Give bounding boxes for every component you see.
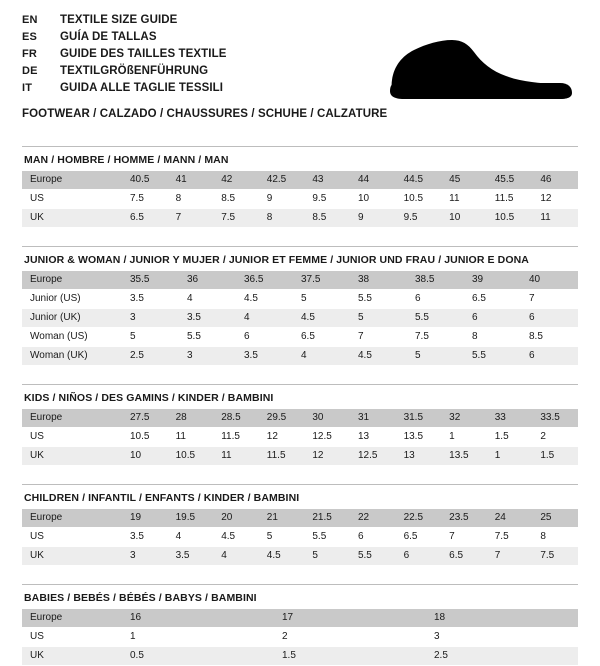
size-section xyxy=(22,146,578,228)
size-cell: 7 xyxy=(487,547,533,566)
row-label: Junior (UK) xyxy=(22,309,122,328)
size-cell: 32 xyxy=(441,409,487,428)
section-divider xyxy=(22,584,578,585)
size-section xyxy=(22,484,578,566)
table-row xyxy=(22,171,578,190)
size-cell: 29.5 xyxy=(259,409,305,428)
size-cell: 2 xyxy=(532,428,578,447)
size-cell: 6.5 xyxy=(122,209,168,228)
size-cell: 6 xyxy=(521,309,578,328)
size-cell: 8 xyxy=(168,190,214,209)
size-table xyxy=(22,171,578,228)
size-cell: 3.5 xyxy=(122,290,179,309)
language-row xyxy=(22,31,578,48)
size-cell: 10 xyxy=(441,209,487,228)
language-code: DE xyxy=(22,65,38,77)
size-cell: 22 xyxy=(350,509,396,528)
size-cell: 11.5 xyxy=(259,447,305,466)
size-cell: 23.5 xyxy=(441,509,487,528)
size-cell: 8 xyxy=(532,528,578,547)
size-cell: 10.5 xyxy=(122,428,168,447)
section-divider xyxy=(22,484,578,485)
size-cell: 4.5 xyxy=(236,290,293,309)
size-cell: 12 xyxy=(259,428,305,447)
size-cell: 12.5 xyxy=(350,447,396,466)
table-row xyxy=(22,328,578,347)
size-cell: 12.5 xyxy=(304,428,350,447)
size-cell: 41 xyxy=(168,171,214,190)
size-cell: 33 xyxy=(487,409,533,428)
size-cell: 4 xyxy=(293,347,350,366)
row-label: US xyxy=(22,628,122,647)
size-cell: 7 xyxy=(521,290,578,309)
size-cell: 6.5 xyxy=(464,290,521,309)
size-cell: 10 xyxy=(350,190,396,209)
table-row xyxy=(22,271,578,290)
size-cell: 24 xyxy=(487,509,533,528)
size-cell: 2.5 xyxy=(426,647,578,666)
size-cell: 12 xyxy=(532,190,578,209)
size-cell: 6 xyxy=(407,290,464,309)
size-cell: 1 xyxy=(487,447,533,466)
size-cell: 5.5 xyxy=(304,528,350,547)
size-cell: 43 xyxy=(304,171,350,190)
table-row xyxy=(22,209,578,228)
language-title: GUÍA DE TALLAS xyxy=(60,31,157,43)
size-cell: 31 xyxy=(350,409,396,428)
document-header xyxy=(22,14,578,120)
size-cell: 1 xyxy=(122,628,274,647)
size-cell: 16 xyxy=(122,609,274,628)
row-label: Europe xyxy=(22,171,122,190)
section-title: MAN / HOMBRE / HOMME / MANN / MAN xyxy=(24,154,229,166)
row-label: Europe xyxy=(22,609,122,628)
table-row xyxy=(22,509,578,528)
size-cell: 0.5 xyxy=(122,647,274,666)
size-cell: 1.5 xyxy=(274,647,426,666)
language-row xyxy=(22,48,578,65)
size-cell: 12 xyxy=(304,447,350,466)
size-table xyxy=(22,271,578,366)
size-cell: 40.5 xyxy=(122,171,168,190)
size-cell: 45.5 xyxy=(487,171,533,190)
size-cell: 28.5 xyxy=(213,409,259,428)
category-line: FOOTWEAR / CALZADO / CHAUSSURES / SCHUHE / CALZATURE xyxy=(22,108,388,120)
size-cell: 7.5 xyxy=(122,190,168,209)
size-cell: 3 xyxy=(426,628,578,647)
size-cell: 5.5 xyxy=(407,309,464,328)
size-cell: 1.5 xyxy=(487,428,533,447)
section-title: CHILDREN / INFANTIL / ENFANTS / KINDER / BAMBINI xyxy=(24,492,300,504)
size-cell: 27.5 xyxy=(122,409,168,428)
language-row xyxy=(22,82,578,99)
table-row xyxy=(22,628,578,647)
size-cell: 1.5 xyxy=(532,447,578,466)
size-cell: 30 xyxy=(304,409,350,428)
size-cell: 3.5 xyxy=(122,528,168,547)
language-code: FR xyxy=(22,48,38,60)
language-code: IT xyxy=(22,82,33,94)
section-divider xyxy=(22,384,578,385)
table-row xyxy=(22,609,578,628)
size-cell: 7.5 xyxy=(487,528,533,547)
size-cell: 4.5 xyxy=(350,347,407,366)
size-cell: 36.5 xyxy=(236,271,293,290)
row-label: Woman (US) xyxy=(22,328,122,347)
size-cell: 6 xyxy=(236,328,293,347)
row-label: UK xyxy=(22,209,122,228)
size-cell: 5 xyxy=(122,328,179,347)
size-cell: 21 xyxy=(259,509,305,528)
size-cell: 5 xyxy=(293,290,350,309)
size-section xyxy=(22,384,578,466)
size-cell: 10.5 xyxy=(168,447,214,466)
size-cell: 31.5 xyxy=(396,409,442,428)
size-cell: 18 xyxy=(426,609,578,628)
size-section xyxy=(22,246,578,366)
size-cell: 7 xyxy=(350,328,407,347)
size-cell: 9.5 xyxy=(304,190,350,209)
size-cell: 44 xyxy=(350,171,396,190)
size-cell: 4 xyxy=(213,547,259,566)
size-tables xyxy=(22,146,578,666)
language-row xyxy=(22,14,578,31)
size-cell: 39 xyxy=(464,271,521,290)
size-cell: 6.5 xyxy=(293,328,350,347)
size-cell: 11.5 xyxy=(487,190,533,209)
row-label: UK xyxy=(22,547,122,566)
size-cell: 4 xyxy=(179,290,236,309)
language-code: EN xyxy=(22,14,38,26)
size-cell: 9.5 xyxy=(396,209,442,228)
size-cell: 4.5 xyxy=(213,528,259,547)
row-label: US xyxy=(22,428,122,447)
size-cell: 11 xyxy=(168,428,214,447)
size-cell: 4.5 xyxy=(293,309,350,328)
table-row xyxy=(22,290,578,309)
row-label: Europe xyxy=(22,509,122,528)
size-cell: 5.5 xyxy=(350,290,407,309)
size-cell: 9 xyxy=(259,190,305,209)
section-title: KIDS / NIÑOS / DES GAMINS / KINDER / BAMBINI xyxy=(24,392,274,404)
row-label: Woman (UK) xyxy=(22,347,122,366)
size-cell: 33.5 xyxy=(532,409,578,428)
size-cell: 3.5 xyxy=(179,309,236,328)
size-cell: 19.5 xyxy=(168,509,214,528)
size-cell: 17 xyxy=(274,609,426,628)
size-cell: 22.5 xyxy=(396,509,442,528)
language-title: TEXTILGRÖßENFÜHRUNG xyxy=(60,65,209,77)
table-row xyxy=(22,547,578,566)
size-cell: 7.5 xyxy=(532,547,578,566)
table-row xyxy=(22,347,578,366)
row-label: US xyxy=(22,528,122,547)
row-label: Europe xyxy=(22,409,122,428)
size-cell: 42 xyxy=(213,171,259,190)
table-row xyxy=(22,428,578,447)
size-cell: 6.5 xyxy=(441,547,487,566)
size-cell: 40 xyxy=(521,271,578,290)
size-cell: 7 xyxy=(441,528,487,547)
size-cell: 3 xyxy=(122,547,168,566)
size-cell: 6.5 xyxy=(396,528,442,547)
row-label: UK xyxy=(22,447,122,466)
size-cell: 1 xyxy=(441,428,487,447)
language-title: GUIDE DES TAILLES TEXTILE xyxy=(60,48,227,60)
size-cell: 8.5 xyxy=(213,190,259,209)
section-divider xyxy=(22,146,578,147)
language-code: ES xyxy=(22,31,38,43)
row-label: Junior (US) xyxy=(22,290,122,309)
size-cell: 4 xyxy=(168,528,214,547)
size-cell: 5 xyxy=(259,528,305,547)
size-cell: 6 xyxy=(350,528,396,547)
size-cell: 42.5 xyxy=(259,171,305,190)
size-cell: 2.5 xyxy=(122,347,179,366)
size-table xyxy=(22,409,578,466)
size-cell: 8.5 xyxy=(304,209,350,228)
size-cell: 37.5 xyxy=(293,271,350,290)
size-cell: 8 xyxy=(259,209,305,228)
language-title-list xyxy=(22,14,578,99)
size-cell: 13 xyxy=(396,447,442,466)
size-cell: 38 xyxy=(350,271,407,290)
size-cell: 11 xyxy=(532,209,578,228)
section-title: JUNIOR & WOMAN / JUNIOR Y MUJER / JUNIOR ET FEMME / JUNIOR UND FRAU / JUNIOR E DONA xyxy=(24,254,529,266)
size-cell: 5.5 xyxy=(464,347,521,366)
table-row xyxy=(22,190,578,209)
size-cell: 13.5 xyxy=(396,428,442,447)
table-row xyxy=(22,409,578,428)
size-cell: 28 xyxy=(168,409,214,428)
size-cell: 7 xyxy=(168,209,214,228)
size-cell: 11.5 xyxy=(213,428,259,447)
section-divider xyxy=(22,246,578,247)
size-cell: 8.5 xyxy=(521,328,578,347)
size-cell: 45 xyxy=(441,171,487,190)
size-cell: 13 xyxy=(350,428,396,447)
size-cell: 5 xyxy=(407,347,464,366)
table-row xyxy=(22,528,578,547)
size-cell: 3.5 xyxy=(236,347,293,366)
row-label: UK xyxy=(22,647,122,666)
size-cell: 8 xyxy=(464,328,521,347)
size-cell: 6 xyxy=(396,547,442,566)
size-cell: 11 xyxy=(213,447,259,466)
size-cell: 20 xyxy=(213,509,259,528)
language-title: TEXTILE SIZE GUIDE xyxy=(60,14,178,26)
size-cell: 5 xyxy=(304,547,350,566)
size-cell: 25 xyxy=(532,509,578,528)
size-cell: 5.5 xyxy=(179,328,236,347)
size-cell: 5.5 xyxy=(350,547,396,566)
language-title: GUIDA ALLE TAGLIE TESSILI xyxy=(60,82,224,94)
language-row xyxy=(22,65,578,82)
size-section xyxy=(22,584,578,666)
size-cell: 19 xyxy=(122,509,168,528)
size-cell: 13.5 xyxy=(441,447,487,466)
size-table xyxy=(22,509,578,566)
size-cell: 46 xyxy=(532,171,578,190)
row-label: US xyxy=(22,190,122,209)
size-cell: 4.5 xyxy=(259,547,305,566)
size-cell: 3.5 xyxy=(168,547,214,566)
table-row xyxy=(22,309,578,328)
size-cell: 10.5 xyxy=(396,190,442,209)
size-cell: 10.5 xyxy=(487,209,533,228)
size-cell: 21.5 xyxy=(304,509,350,528)
size-cell: 5 xyxy=(350,309,407,328)
size-cell: 35.5 xyxy=(122,271,179,290)
size-table xyxy=(22,609,578,666)
size-cell: 6 xyxy=(521,347,578,366)
table-row xyxy=(22,647,578,666)
size-cell: 9 xyxy=(350,209,396,228)
row-label: Europe xyxy=(22,271,122,290)
section-title: BABIES / BEBÉS / BÉBÉS / BABYS / BAMBINI xyxy=(24,592,257,604)
size-cell: 36 xyxy=(179,271,236,290)
size-cell: 11 xyxy=(441,190,487,209)
size-cell: 44.5 xyxy=(396,171,442,190)
table-row xyxy=(22,447,578,466)
size-cell: 7.5 xyxy=(213,209,259,228)
size-cell: 6 xyxy=(464,309,521,328)
size-cell: 2 xyxy=(274,628,426,647)
size-cell: 3 xyxy=(122,309,179,328)
size-cell: 4 xyxy=(236,309,293,328)
size-cell: 10 xyxy=(122,447,168,466)
size-cell: 3 xyxy=(179,347,236,366)
size-cell: 7.5 xyxy=(407,328,464,347)
size-cell: 38.5 xyxy=(407,271,464,290)
